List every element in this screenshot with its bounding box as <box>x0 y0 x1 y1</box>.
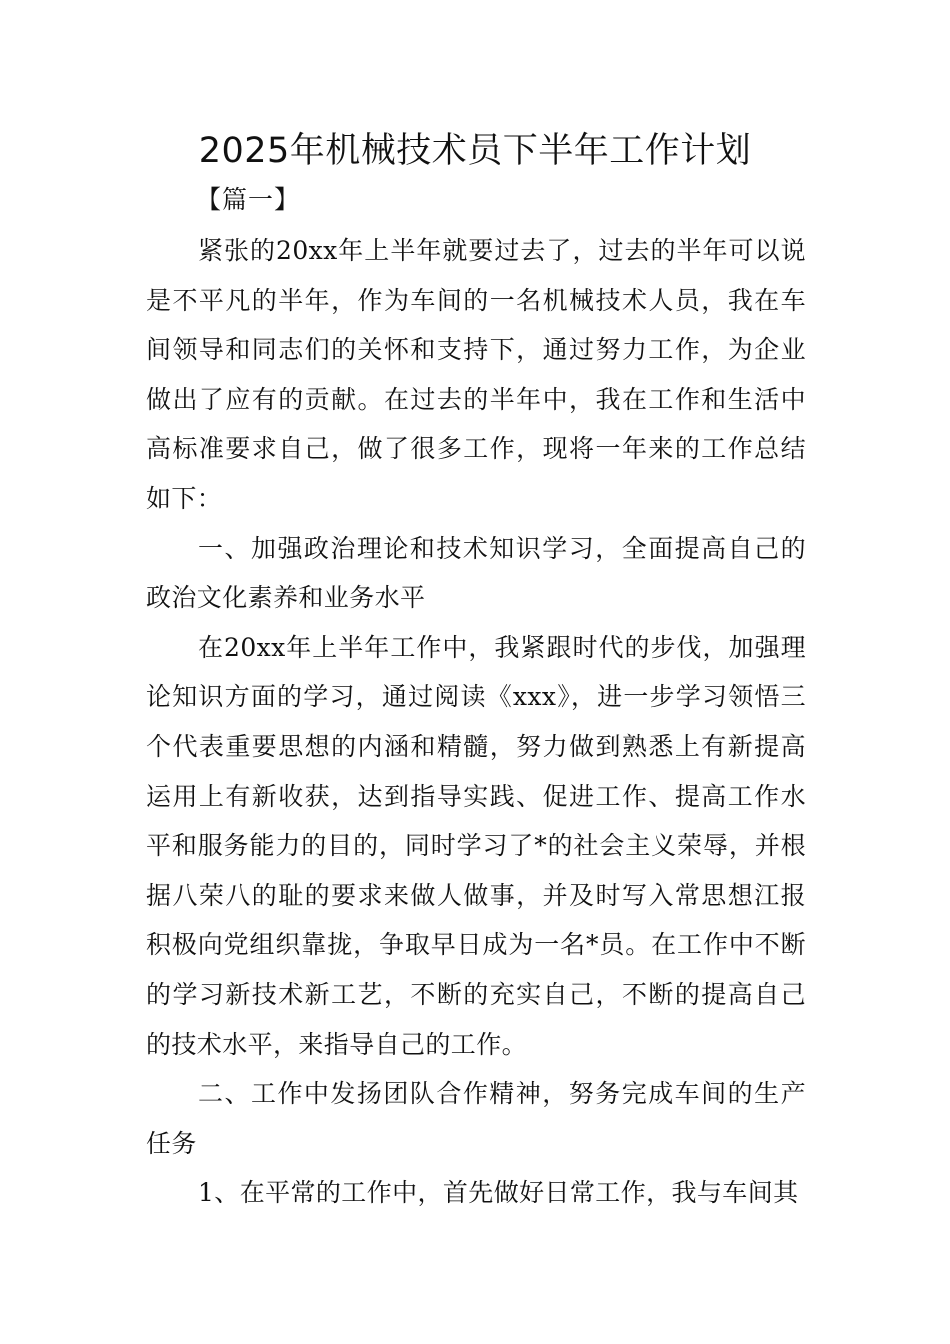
paragraph-section-one: 在20xx年上半年工作中，我紧跟时代的步伐，加强理论知识方面的学习，通过阅读《xxx》，进一步学习领悟三个代表重要思想的内涵和精髓，努力做到熟悉上有新提高运用上有新收获，达到指导实践、促进工作、提高工作水平和服务能力的目的，同时学习了*的社会主义荣辱，并根据八荣八的耻的要求来做人做事，并及时写入常思想江报积极向党组织靠拢，争取早日成为一名*员。在工作中不断的学习新技术新工艺，不断的充实自己，不断的提高自己的技术水平，来指导自己的工作。 <box>146 632 806 1059</box>
heading-section-one: 一、加强政治理论和技术知识学习，全面提高自己的政治文化素养和业务水平 <box>146 533 806 613</box>
paragraph-item-one: 1、在平常的工作中，首先做好日常工作，我与车间其 <box>198 1178 799 1208</box>
document-title: 2025年机械技术员下半年工作计划 <box>198 131 752 171</box>
heading-section-two: 二、工作中发扬团队合作精神，努务完成车间的生产任务 <box>146 1079 806 1158</box>
section-tag: 【篇一】 <box>196 185 301 214</box>
document-body <box>146 226 806 1218</box>
paragraph-intro: 紧张的20xx年上半年就要过去了，过去的半年可以说是不平凡的半年，作为车间的一名机械技术人员，我在车间领导和同志们的关怀和支持下，通过努力工作，为企业做出了应有的贡献。在过去的半年中，我在工作和生活中高标准要求自己，做了很多工作，现将一年来的工作总结如下： <box>146 236 806 513</box>
